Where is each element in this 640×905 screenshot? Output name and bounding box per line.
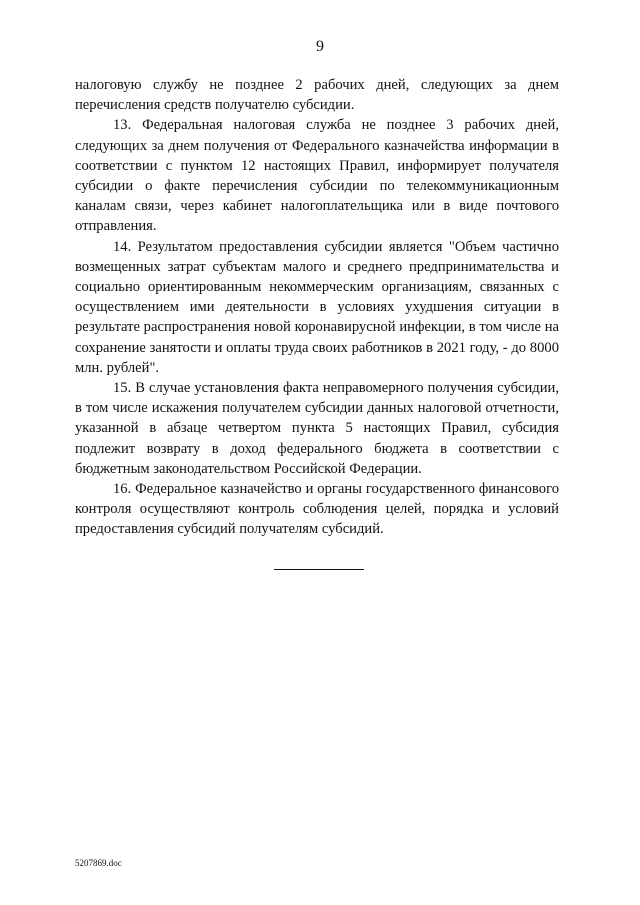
page-number: 9: [316, 38, 324, 55]
paragraph-13: 13. Федеральная налоговая служба не позднее 3 рабочих дней, следующих за днем получения от Федерального казначейства информации в соответствии с пунктом 12 настоящих Правил, информирует получателя субсидии о факте перечисления субсидии по телекоммуникационным каналам связи, через кабинет налогоплательщика или в виде почтового отправления.: [75, 117, 559, 235]
end-divider: [274, 569, 364, 570]
document-body: [75, 75, 559, 540]
paragraph-14: 14. Результатом предоставления субсидии является "Объем частично возмещенных затрат субъектам малого и среднего предпринимательства и социально ориентированным некоммерческим организациям, связанных с осуществлением ими деятельности в условиях ухудшения ситуации в результате распространения новой коронавирусной инфекции, в том числе на сохранение занятости и оплаты труда своих работников в 2021 году, - до 8000 млн. рублей".: [75, 238, 559, 376]
paragraph-continuation: налоговую службу не позднее 2 рабочих дней, следующих за днем перечисления средств получателю субсидии.: [75, 77, 559, 114]
document-code: 5207869.doc: [75, 858, 122, 868]
paragraph-15: 15. В случае установления факта неправомерного получения субсидии, в том числе искажения получателем субсидии данных налоговой отчетности, указанной в абзаце четвертом пункта 5 настоящих Правил, субсидия подлежит возврату в доход федерального бюджета в соответствии с бюджетным законодательством Российской Федерации.: [75, 380, 559, 477]
paragraph-16: 16. Федеральное казначейство и органы государственного финансового контроля осуществляют контроль соблюдения целей, порядка и условий предоставления субсидий получателям субсидий.: [75, 481, 559, 538]
